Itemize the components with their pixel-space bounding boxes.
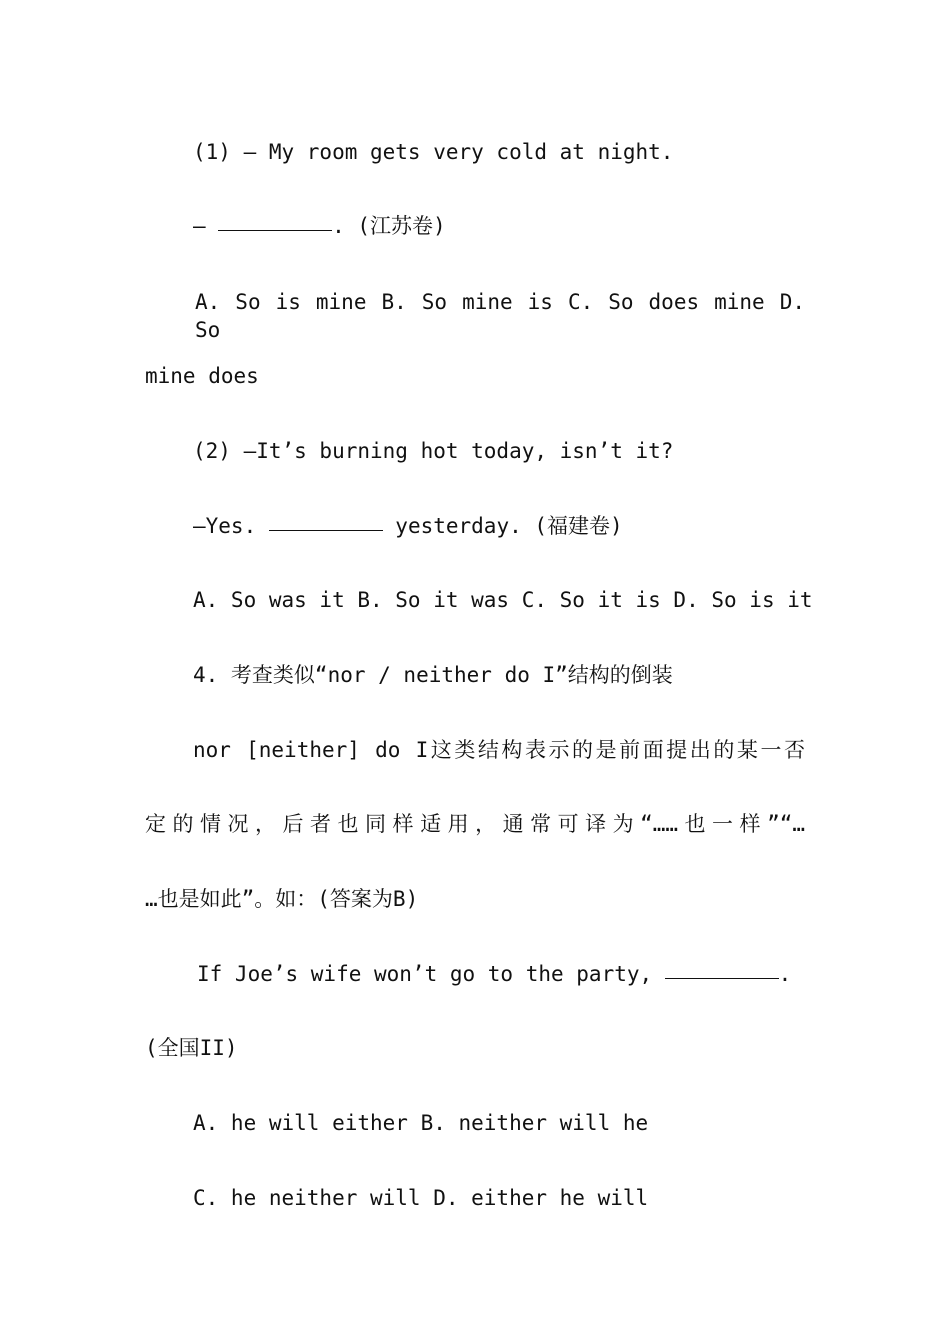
answer-dash: — [193,214,219,238]
example-options-line-2: C. he neither will D. either he will [193,1186,649,1210]
explanation-paragraph-line-1: nor [neither] do I这类结构表示的是前面提出的某一否 [193,738,805,762]
example-options-line-1: A. he will either B. neither will he [193,1111,649,1135]
answer-blank [665,960,779,979]
example-period: . [778,962,792,986]
answer-blank [218,212,332,231]
example-question-stem [197,960,791,988]
question-2-answer-line [193,512,623,540]
question-2-options: A. So was it B. So it was C. So it is D. So is it [193,588,813,612]
question-1-options: A. So is mine B. So mine is C. So does mine D. So [195,290,805,342]
example-source-note: (全国II) [145,1036,238,1060]
question-1-answer-line [193,212,446,240]
answer-suffix: yesterday. (福建卷) [382,514,623,538]
question-2-stem: (2) —It’s burning hot today, isn’t it? [193,439,674,463]
question-1-stem: (1) — My room gets very cold at night. [193,140,674,164]
answer-prefix: —Yes. [193,514,269,538]
explanation-paragraph-line-3: …也是如此”。如：(答案为B) [145,887,419,911]
example-sentence: If Joe’s wife won’t go to the party, [197,962,665,986]
question-1-options-continued: mine does [145,364,259,388]
answer-blank [269,512,383,531]
section-heading-4: 4. 考查类似“nor / neither do I”结构的倒装 [193,663,673,687]
explanation-paragraph-line-2: 定的情况，后者也同样适用，通常可译为“……也一样”“… [145,812,805,836]
source-note: . (江苏卷) [332,214,446,238]
